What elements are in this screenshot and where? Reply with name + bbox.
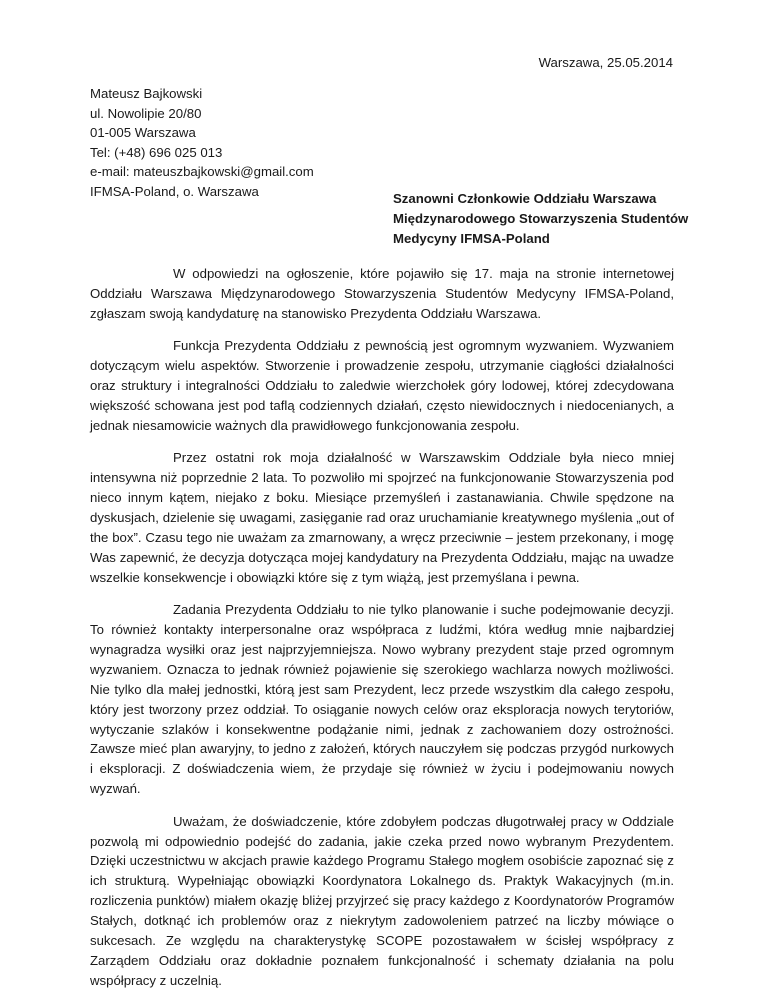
paragraph-4: Zadania Prezydenta Oddziału to nie tylko planowanie i suche podejmowanie decyzji. To również kontakty interpersonalne oraz współpraca z ludźmi, która według mnie najbardziej wynagradza wysiłki oraz jest najprzyjemniejsza. Nowo wybrany prezydent staje przed ogromnym wyzwaniem. Oznacza to jednak również pojawienie się szerokiego wachlarza nowych możliwości. Nie tylko dla małej jednostki, którą jest sam Prezydent, lecz przede wszystkim dla całego zespołu, który jest tworzony przez oddział. To osiąganie nowych celów oraz eksploracja nowych terytoriów, wytyczanie szlaków i konsekwentne podążanie nimi, jednak z zachowaniem dozy ostrożności. Zawsze mieć plan awaryjny, to jedno z założeń, których nauczyłem się podczas przygód nurkowych i eksploracji. Z doświadczenia wiem, że przydaje się również w życiu i podejmowaniu nowych wyzwań. bbox=[90, 602, 674, 797]
recipient-line-2: Międzynarodowego Stowarzyszenia Studentów bbox=[393, 210, 689, 226]
paragraph-1: W odpowiedzi na ogłoszenie, które pojawiło się 17. maja na stronie internetowej Oddziału Warszawa Międzynarodowego Stowarzyszenia Studentów Medycyny IFMSA-Poland, zgłaszam swoją kandydaturę na stanowisko Prezydenta Oddziału Warszawa. bbox=[90, 266, 674, 321]
paragraph-2: Funkcja Prezydenta Oddziału z pewnością jest ogromnym wyzwaniem. Wyzwaniem dotyczącym wielu aspektów. Stworzenie i prowadzenie zespołu, utrzymanie ciągłości działalności oraz struktury i integralności Oddziału to zaledwie wierzchołek góry lodowej, której zdecydowana większość schowana jest pod taflą codziennych działań, często niewidocznych i niedocenianych, a jednak niesamowicie ważnych dla prawidłowego funkcjonowania zespołu. bbox=[90, 338, 674, 433]
sender-phone: Tel: (+48) 696 025 013 bbox=[90, 144, 223, 160]
paragraph-3: Przez ostatni rok moja działalność w Warszawskim Oddziale była nieco mniej intensywna niż poprzednie 2 lata. To pozwoliło mi spojrzeć na funkcjonowanie Stowarzyszenia pod nieco innym kątem, niejako z boku. Miesiące przemyśleń i zastanawiania. Chwile spędzone na dyskusjach, dzielenie się uwagami, zasięganie rad oraz uruchamianie kreatywnego myślenia „out of the box”. Czasu tego nie uważam za zmarnowany, a wręcz przeciwnie – jestem przekonany, i mogę Was zapewnić, że decyzja dotycząca mojej kandydatury na Prezydenta Oddziału, mając na uwadze wszelkie konsekwencje i obowiązki które się z tym wiążą, jest przemyślana i pewna. bbox=[90, 450, 674, 585]
sender-street: ul. Nowolipie 20/80 bbox=[90, 105, 202, 121]
recipient-block bbox=[393, 189, 688, 248]
recipient-line-3: Medycyny IFMSA-Poland bbox=[393, 230, 550, 246]
sender-organization: IFMSA-Poland, o. Warszawa bbox=[90, 183, 259, 199]
recipient-line-1: Szanowni Członkowie Oddziału Warszawa bbox=[393, 191, 657, 206]
letter-body bbox=[90, 264, 674, 1003]
sender-email: e-mail: mateuszbajkowski@gmail.com bbox=[90, 164, 314, 180]
paragraph-5: Uważam, że doświadczenie, które zdobyłem podczas długotrwałej pracy w Oddziale pozwolą mi odpowiednio podejść do zadania, jakie czeka przed nowo wybranym Prezydentem. Dzięki uczestnictwu w akcjach prawie każdego Programu Stałego mogłem osobiście zapoznać się z ich strukturą. Wypełniając obowiązki Koordynatora Lokalnego ds. Praktyk Wakacyjnych (m.in. rozliczenia punktów) miałem okazję bliżej przyjrzeć się pracy każdego z Koordynatorów Programów Stałych, dotknąć ich problemów oraz z niekrytym zadowoleniem patrzeć na liczby mówiące o sukcesach. Ze względu na charakterystykę SCOPE pozostawałem w ścisłej współpracy z Zarządem Oddziału oraz dokładnie poznałem funkcjonalność i schematy działania na polu współpracy z uczelnią. bbox=[90, 813, 674, 988]
sender-address-block bbox=[90, 84, 314, 202]
sender-city: 01-005 Warszawa bbox=[90, 125, 196, 141]
letter-date: Warszawa, 25.05.2014 bbox=[538, 55, 673, 70]
sender-name: Mateusz Bajkowski bbox=[90, 86, 203, 101]
